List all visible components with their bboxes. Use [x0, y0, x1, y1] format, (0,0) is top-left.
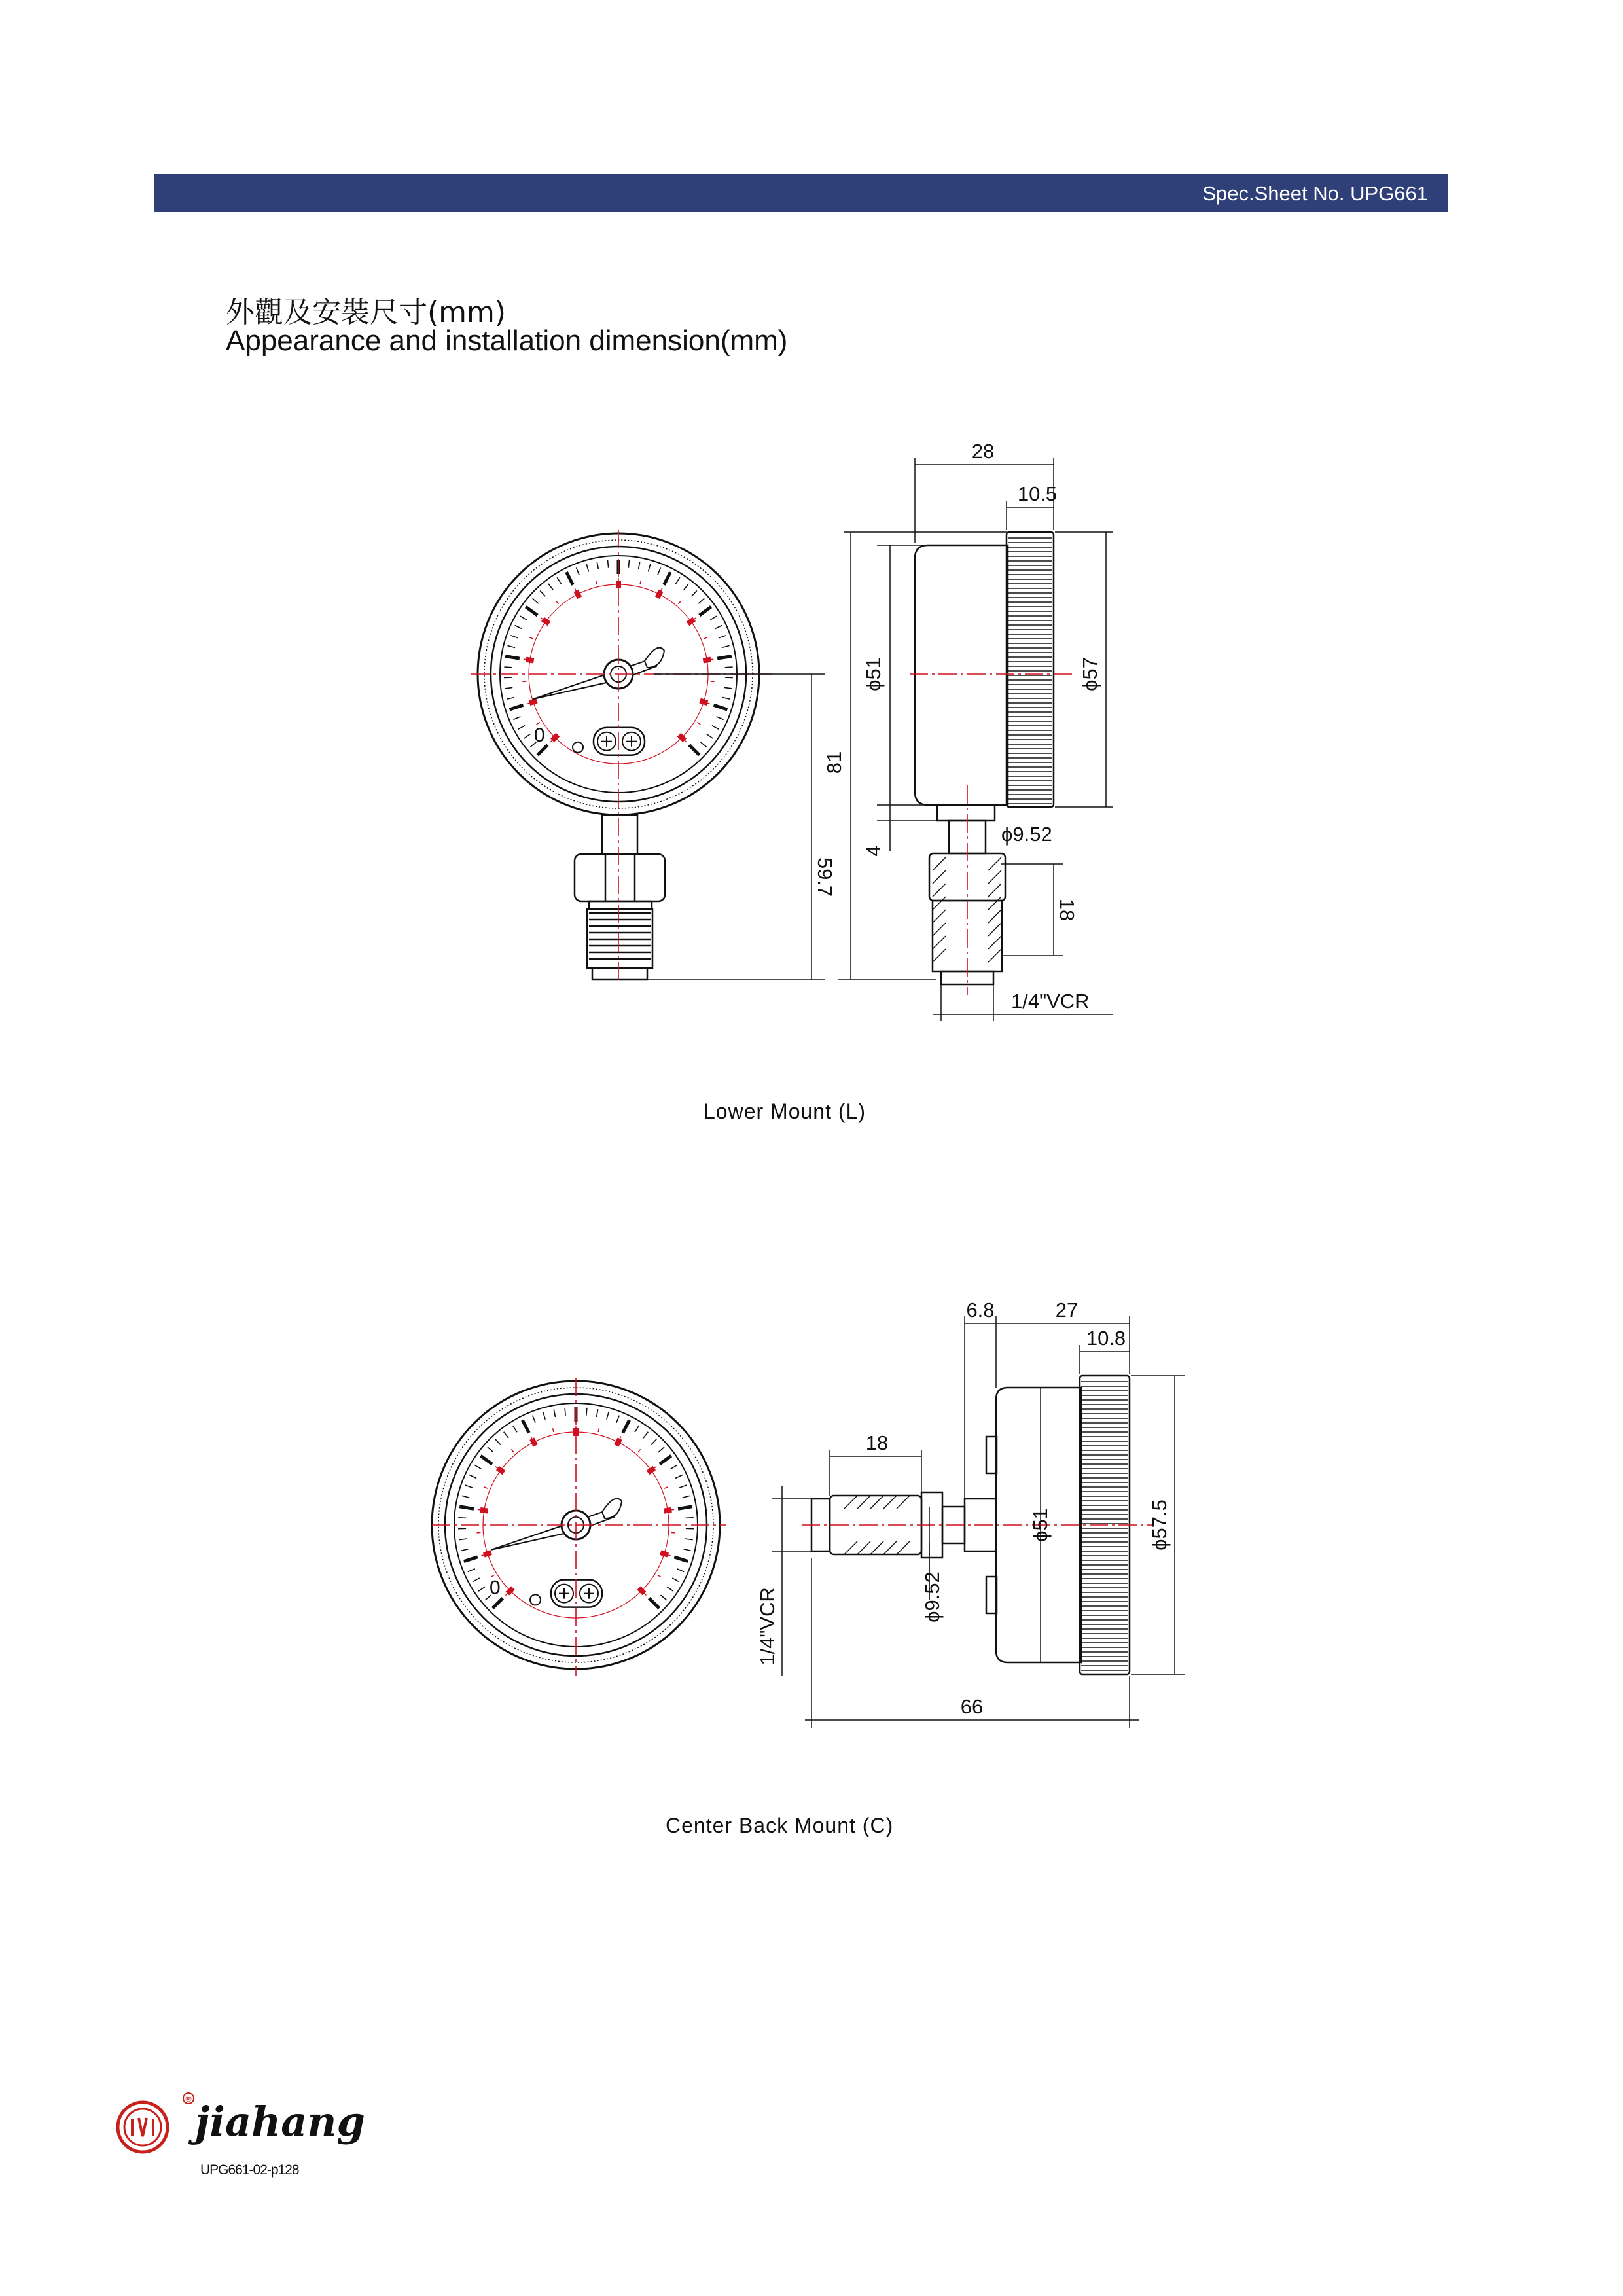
- dial-major-tick: [567, 572, 573, 585]
- dial-minor-tick: [540, 590, 545, 596]
- dial-minor-tick: [607, 1412, 609, 1420]
- dial-minor-tick: [643, 1432, 648, 1438]
- dim-lower-front: 10.5: [1017, 482, 1058, 505]
- dial-minor-tick: [616, 1416, 619, 1423]
- registered-mark: ®: [185, 2094, 192, 2104]
- dial-minor-tick: [683, 1549, 691, 1551]
- dim-back-fitting: 1/4"VCR: [756, 1587, 779, 1666]
- dim-lower-height: 81: [823, 751, 846, 774]
- dim-back-stem: ϕ9.52: [921, 1571, 944, 1623]
- caption-center-back-mount: Center Back Mount (C): [666, 1814, 894, 1837]
- dial-minor-tick: [692, 590, 697, 596]
- dial-minor-tick: [597, 562, 598, 569]
- dial-minor-tick: [520, 616, 526, 620]
- dial-minor-tick: [679, 1485, 687, 1488]
- brand-logo: [118, 2093, 194, 2152]
- dial-minor-tick: [507, 645, 515, 647]
- knurl-back-side: [1081, 1382, 1128, 1670]
- dial-minor-tick: [671, 1465, 677, 1469]
- dial-major-tick: [660, 1456, 671, 1464]
- dial-major-tick: [464, 1557, 478, 1562]
- dim-back-front: 10.8: [1086, 1327, 1126, 1350]
- spec-sheet-number: Spec.Sheet No. UPG661: [1202, 182, 1428, 205]
- dial-minor-tick: [465, 1485, 473, 1488]
- dial-minor-tick: [675, 577, 679, 584]
- dial-minor-tick: [495, 1439, 501, 1445]
- dial-red-minor: [553, 1428, 554, 1432]
- dim-back-overall: 66: [960, 1695, 984, 1718]
- dial-minor-tick: [459, 1539, 467, 1540]
- dial-minor-tick: [586, 1408, 587, 1416]
- dial-major-tick: [700, 607, 711, 615]
- dial-major-tick: [623, 1420, 630, 1433]
- dial-major-tick: [689, 745, 700, 755]
- dial-minor-tick: [628, 560, 629, 568]
- dial-major-tick: [537, 745, 548, 755]
- dial-minor-tick: [513, 717, 520, 720]
- dial-minor-tick: [660, 1595, 666, 1600]
- dial-minor-tick: [504, 1432, 508, 1438]
- dial-minor-tick: [717, 717, 724, 720]
- dial-minor-tick: [648, 564, 650, 572]
- brand-wordmark: jiahang: [195, 2098, 365, 2145]
- dial-red-minor: [670, 1509, 674, 1510]
- dial-red-minor: [529, 637, 533, 639]
- dial-minor-tick: [685, 1539, 693, 1540]
- dial-red-minor: [679, 601, 681, 604]
- dial-minor-tick: [707, 734, 713, 739]
- dial-major-tick: [493, 1598, 503, 1609]
- dim-back-depth: 27: [1055, 1299, 1079, 1321]
- dim-lower-center-height: 59.7: [813, 857, 836, 897]
- dim-back-offset: 6.8: [966, 1299, 995, 1321]
- dial-minor-tick: [722, 698, 730, 700]
- dim-lower-fitting: 1/4"VCR: [1011, 990, 1090, 1013]
- dim-back-thread: 18: [865, 1431, 889, 1454]
- dial-minor-tick: [635, 1426, 639, 1432]
- dial-red-minor: [478, 1509, 482, 1510]
- dial-minor-tick: [719, 636, 726, 638]
- dial-minor-tick: [596, 1409, 597, 1417]
- dial-minor-tick: [518, 726, 526, 730]
- dial-minor-tick: [683, 1496, 690, 1498]
- dial-minor-tick: [504, 667, 512, 668]
- dial-minor-tick: [557, 577, 561, 584]
- dial-minor-tick: [675, 1475, 683, 1478]
- dial-minor-tick: [507, 698, 514, 700]
- dial-pointer-tail: [602, 1499, 622, 1518]
- dial-screw-plate: [551, 1580, 602, 1607]
- dial-minor-tick: [684, 584, 688, 590]
- dial-major-tick: [678, 1507, 692, 1509]
- dial-minor-tick: [510, 636, 518, 638]
- dial-minor-tick: [505, 687, 512, 689]
- dial-major-tick: [526, 607, 537, 615]
- dial-minor-tick: [533, 1416, 535, 1423]
- dial-small-mark: [573, 742, 583, 753]
- dial-minor-tick: [639, 562, 640, 569]
- dial-minor-tick: [488, 1447, 493, 1452]
- dial-minor-tick: [677, 1569, 684, 1572]
- dim-lower-stem: ϕ9.52: [1001, 823, 1052, 846]
- dial-major-tick: [714, 705, 728, 709]
- dial-major-tick: [717, 656, 732, 658]
- dial-red-minor: [709, 659, 713, 660]
- dial-minor-tick: [548, 584, 553, 590]
- dial-minor-tick: [554, 1409, 555, 1417]
- dial-red-minor: [640, 581, 641, 584]
- dial-minor-tick: [473, 1578, 480, 1582]
- dim-lower-phi-outer: ϕ57: [1079, 657, 1101, 691]
- dim-back-phi-outer: ϕ57.5: [1148, 1499, 1171, 1551]
- dial-minor-tick: [672, 1578, 679, 1582]
- dial-major-tick: [664, 572, 670, 585]
- dial-minor-tick: [667, 1587, 673, 1591]
- dial-red-minor: [704, 637, 707, 639]
- dial-minor-tick: [658, 567, 660, 575]
- title-english: Appearance and installation dimension(mm): [226, 325, 788, 357]
- dial-red-minor: [511, 1449, 514, 1452]
- dial-minor-tick: [474, 1465, 481, 1469]
- dial-minor-tick: [533, 598, 539, 603]
- dial-minor-tick: [712, 726, 719, 730]
- dial-red-minor: [484, 1487, 488, 1488]
- document-code: UPG661-02-p128: [200, 2162, 299, 2178]
- dim-lower-phi-inner: ϕ51: [862, 657, 885, 691]
- dial-minor-tick: [724, 687, 732, 689]
- dial-red-minor: [598, 1428, 599, 1432]
- dial-minor-tick: [577, 567, 579, 575]
- dim-back-phi-inner: ϕ51: [1029, 1508, 1052, 1542]
- dial-minor-tick: [478, 1587, 485, 1591]
- dial-major-tick: [522, 1420, 529, 1433]
- dial-minor-tick: [469, 1475, 476, 1478]
- dim-lower-thread: 18: [1056, 898, 1079, 922]
- dim-lower-gap: 4: [862, 845, 885, 857]
- dial-minor-tick: [461, 1549, 469, 1551]
- dial-minor-tick: [722, 645, 730, 647]
- dial-screw-plate: [594, 728, 645, 755]
- dial-minor-tick: [608, 560, 609, 568]
- dial-minor-tick: [710, 616, 717, 620]
- dim-lower-depth: 28: [971, 440, 995, 463]
- dial-major-tick: [649, 1598, 660, 1609]
- dial-pointer: [533, 658, 656, 699]
- dial-pointer: [491, 1509, 614, 1550]
- dial-minor-tick: [586, 564, 588, 572]
- knurl-lower-side: [1008, 538, 1052, 804]
- dial-minor-tick: [524, 734, 530, 739]
- dial-minor-tick: [701, 742, 707, 747]
- dial-major-tick: [459, 1507, 474, 1509]
- dial-red-minor: [664, 1487, 668, 1488]
- caption-lower-mount: Lower Mount (L): [704, 1100, 866, 1123]
- dial-red-minor: [524, 659, 527, 660]
- dial-red-minor: [556, 601, 559, 604]
- dial-major-tick: [674, 1557, 688, 1562]
- dial-minor-tick: [651, 1439, 656, 1445]
- dial-minor-tick: [462, 1496, 470, 1498]
- dial-minor-tick: [515, 625, 522, 628]
- dial-minor-tick: [658, 1447, 664, 1452]
- dial-minor-tick: [725, 667, 733, 668]
- dial-red-minor: [638, 1449, 641, 1452]
- dial-pointer-tail: [645, 648, 664, 668]
- dial-minor-tick: [698, 598, 704, 603]
- dial-minor-tick: [513, 1426, 517, 1432]
- dial-zero-label: 0: [534, 725, 545, 747]
- dial-red-minor: [596, 581, 597, 584]
- lower-fitting-front: [575, 815, 665, 980]
- dial-major-tick: [480, 1456, 492, 1464]
- dial-zero-label: 0: [490, 1577, 501, 1599]
- dial-minor-tick: [468, 1569, 475, 1572]
- dial-small-mark: [530, 1594, 541, 1605]
- dial-red-minor: [657, 1575, 660, 1577]
- title-chinese: 外觀及安裝尺寸(mm): [226, 296, 507, 329]
- dial-minor-tick: [715, 625, 722, 628]
- dial-red-minor: [697, 723, 700, 725]
- dial-minor-tick: [543, 1412, 545, 1420]
- dial-major-tick: [510, 705, 524, 709]
- dial-major-tick: [505, 656, 520, 658]
